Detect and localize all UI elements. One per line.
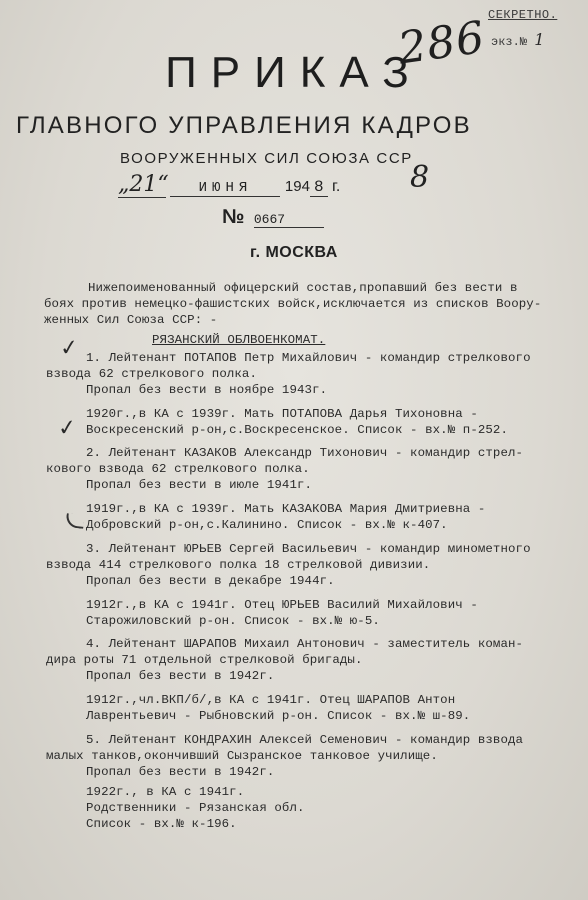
entry-3-detail-1: 1912г.,в КА с 1941г. Отец ЮРЬЕВ Василий Михайлович - (86, 598, 478, 612)
entry-2-detail-2: Добровский р-он,с.Калинино. Список - вх.№ к-407. (86, 518, 448, 532)
document-title: ПРИКАЗ (165, 48, 423, 97)
date-month: ИЮНЯ (170, 180, 280, 197)
city: г. МОСКВА (250, 244, 338, 261)
forces-line: ВООРУЖЕННЫХ СИЛ СОЮЗА ССР (120, 150, 413, 167)
entry-5-detail-3: Список - вх.№ к-196. (86, 817, 237, 831)
handwritten-number: 286 (395, 11, 489, 75)
entry-5-detail-1: 1922г., в КА с 1941г. (86, 785, 245, 799)
entry-3-line-2: взвода 414 стрелкового полка 18 стрелковой дивизии. (46, 558, 431, 572)
entry-5-line-1: 5. Лейтенант КОНДРАХИН Алексей Семенович - командир взвода (86, 733, 524, 747)
document-subtitle: ГЛАВНОГО УПРАВЛЕНИЯ КАДРОВ (16, 112, 472, 139)
entry-1-line-2: взвода 62 стрелкового полка. (46, 367, 257, 381)
entry-1-detail-2: Воскресенский р-он,с.Воскресенское. Список - вх.№ п-252. (86, 423, 508, 437)
entry-1-detail-1: 1920г.,в КА с 1939г. Мать ПОТАПОВА Дарья Тихоновна - (86, 407, 478, 421)
section-heading: РЯЗАНСКИЙ ОБЛВОЕНКОМАТ. (152, 333, 326, 347)
entry-3-line-3: Пропал без вести в декабре 1944г. (86, 574, 335, 588)
copy-number-handwritten: 1 (534, 30, 545, 49)
date-year-suffix: 8 (310, 178, 328, 197)
copy-label: экз.№ (491, 35, 528, 49)
date-year-prefix: 194 (284, 178, 310, 195)
entry-2-line-2: кового взвода 62 стрелкового полка. (46, 462, 310, 476)
date-day: „21“ (118, 172, 169, 197)
entry-5-detail-2: Родственники - Рязанская обл. (86, 801, 305, 815)
entry-3-detail-2: Старожиловский р-он. Список - вх.№ ю-5. (86, 614, 380, 628)
date-line (118, 172, 340, 198)
intro-line-1: Нижепоименованный офицерский состав,пропавший без вести в (88, 281, 518, 295)
intro-line-3: женных Сил Союза ССР: - (44, 313, 218, 327)
entry-2-line-1: 2. Лейтенант КАЗАКОВ Александр Тихонович - командир стрел- (86, 446, 524, 460)
check-mark-icon: ✓ (58, 335, 80, 362)
entry-2-detail-1: 1919г.,в КА с 1939г. Мать КАЗАКОВА Мария Дмитриевна - (86, 502, 486, 516)
order-number: 0667 (254, 212, 324, 228)
entry-1-line-3: Пропал без вести в ноябре 1943г. (86, 383, 328, 397)
check-mark-icon: ✓ (56, 415, 78, 442)
secrecy-stamp: СЕКРЕТНО. (488, 8, 558, 22)
entry-1-line-1: 1. Лейтенант ПОТАПОВ Петр Михайлович - командир стрелкового (86, 351, 531, 365)
entry-4-line-3: Пропал без вести в 1942г. (86, 669, 275, 683)
entry-4-line-2: дира роты 71 отдельной стрелковой бригады. (46, 653, 363, 667)
order-label: № (222, 206, 245, 228)
entry-4-detail-2: Лаврентьевич - Рыбновский р-он. Список - вх.№ ш-89. (86, 709, 471, 723)
handwritten-8: 8 (410, 160, 430, 195)
entry-4-line-1: 4. Лейтенант ШАРАПОВ Михаил Антонович - заместитель коман- (86, 637, 524, 651)
entry-3-line-1: 3. Лейтенант ЮРЬЕВ Сергей Васильевич - командир минометного (86, 542, 531, 556)
intro-line-2: боях против немецко-фашистских войск,исключается из списков Воору- (44, 297, 542, 311)
pencil-mark-icon (65, 513, 84, 529)
date-suffix: г. (332, 178, 341, 195)
entry-5-line-3: Пропал без вести в 1942г. (86, 765, 275, 779)
entry-2-line-3: Пропал без вести в июле 1941г. (86, 478, 313, 492)
order-number-line (222, 206, 324, 229)
entry-5-line-2: малых танков,окончивший Сызранское танковое училище. (46, 749, 438, 763)
copy-number-line (491, 30, 544, 49)
entry-4-detail-1: 1912г.,чл.ВКП/б/,в КА с 1941г. Отец ШАРАПОВ Антон (86, 693, 456, 707)
